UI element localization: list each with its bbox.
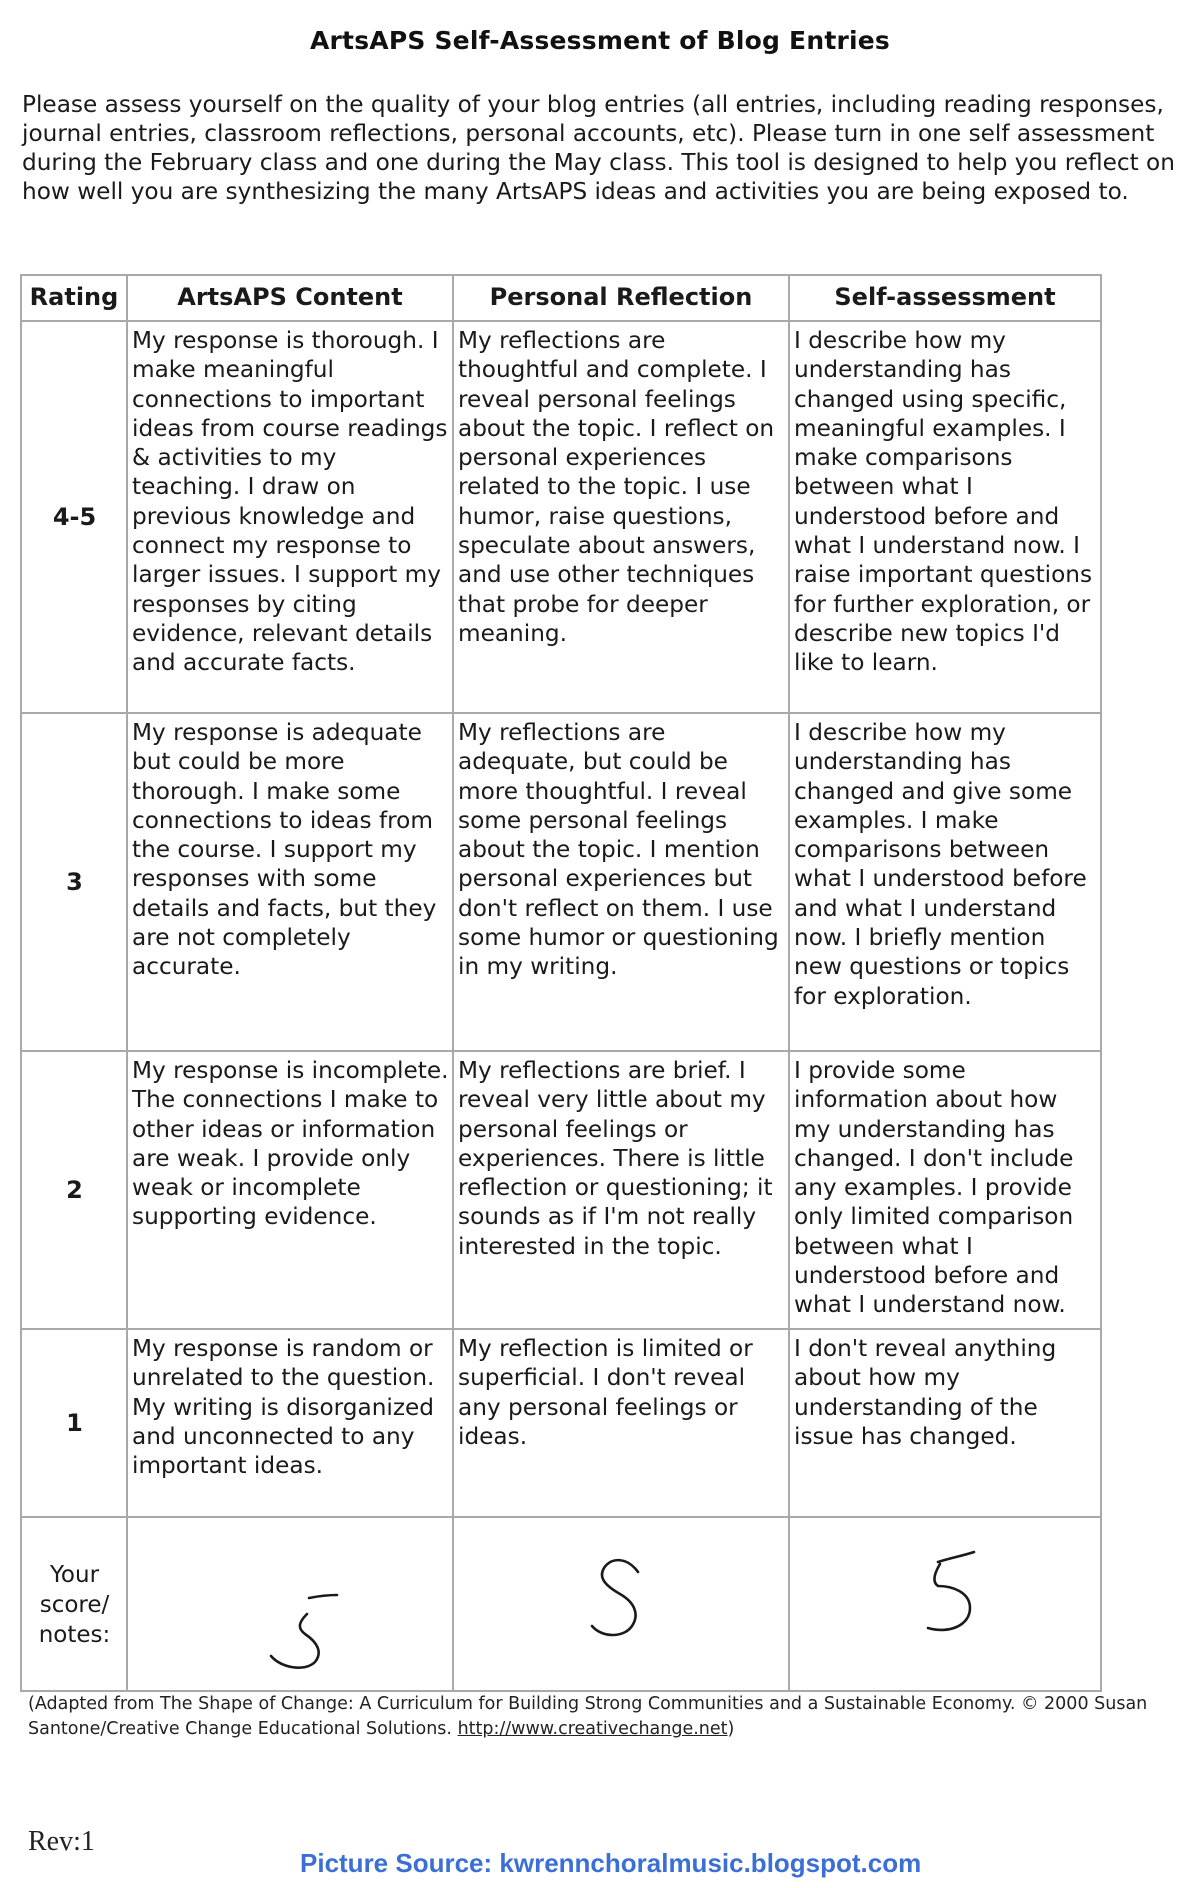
revision-label: Rev:1 bbox=[28, 1826, 95, 1857]
reflection-cell: My reflections are adequate, but could be more thoughtful. I reveal some personal feelings about the topic. I mention personal experiences but don't reflect on them. I use some humor or questioning in my writing. bbox=[453, 713, 789, 1051]
rating-cell: 4-5 bbox=[21, 321, 127, 713]
picture-source: Picture Source: kwrennchoralmusic.blogspot.com bbox=[300, 1848, 922, 1878]
header-content: ArtsAPS Content bbox=[127, 275, 453, 321]
rating-cell: 3 bbox=[21, 713, 127, 1051]
page-title: ArtsAPS Self-Assessment of Blog Entries bbox=[309, 26, 891, 55]
content-cell: My response is random or unrelated to the question. My writing is disorganized and unconnected to any important ideas. bbox=[127, 1329, 453, 1517]
table-row bbox=[21, 1051, 1101, 1329]
reflection-cell: My reflection is limited or superficial. I don't reveal any personal feelings or ideas. bbox=[453, 1329, 789, 1517]
self-assessment-cell: I provide some information about how my understanding has changed. I don't include any examples. I provide only limited comparison between what I understood before and what I understand now. bbox=[789, 1051, 1101, 1329]
score-row bbox=[21, 1517, 1101, 1691]
content-cell: My response is incomplete. The connections I make to other ideas or information are weak. I provide only weak or incomplete supporting evidence. bbox=[127, 1051, 453, 1329]
header-self-assessment: Self-assessment bbox=[789, 275, 1101, 321]
handwritten-score bbox=[866, 1522, 1026, 1672]
header-rating: Rating bbox=[21, 275, 127, 321]
score-cell-content[interactable] bbox=[127, 1517, 453, 1691]
content-cell: My response is thorough. I make meaningful connections to important ideas from course readings & activities to my teaching. I draw on previous knowledge and connect my response to larger issues. I support my responses by citing evidence, relevant details and accurate facts. bbox=[127, 321, 453, 713]
citation-text: (Adapted from The Shape of Change: A Curriculum for Building Strong Communities and a Sustainable Economy. © 2000 Susan Santone/Creative Change Educational Solutions. bbox=[28, 1694, 1148, 1739]
citation-close: ) bbox=[727, 1719, 735, 1739]
table-row bbox=[21, 713, 1101, 1051]
header-reflection: Personal Reflection bbox=[453, 275, 789, 321]
reflection-cell: My reflections are brief. I reveal very little about my personal feelings or experiences. There is little reflection or questioning; it sounds as if I'm not really interested in the topic. bbox=[453, 1051, 789, 1329]
score-cell-self-assessment[interactable] bbox=[789, 1517, 1101, 1691]
rating-cell: 1 bbox=[21, 1329, 127, 1517]
intro-paragraph: Please assess yourself on the quality of your blog entries (all entries, including reading responses, journal entries, classroom reflections, personal accounts, etc). Please turn in one self assessment during the February class and one during the May class. This tool is designed to help you reflect on how well you are synthesizing the many ArtsAPS ideas and activities you are being exposed to. bbox=[22, 91, 1175, 205]
table-row bbox=[21, 321, 1101, 713]
self-assessment-cell: I don't reveal anything about how my understanding of the issue has changed. bbox=[789, 1329, 1101, 1517]
reflection-cell: My reflections are thoughtful and complete. I reveal personal feelings about the topic. I reflect on personal experiences related to the topic. I use humor, raise questions, speculate about answers, and use other techniques that probe for deeper meaning. bbox=[453, 321, 789, 713]
rubric-table bbox=[20, 274, 1102, 1692]
self-assessment-cell: I describe how my understanding has changed and give some examples. I make comparisons between what I understood before and what I understand now. I briefly mention new questions or topics for exploration. bbox=[789, 713, 1101, 1051]
citation-link[interactable]: http://www.creativechange.net bbox=[457, 1719, 728, 1739]
score-label: Your score/ notes: bbox=[21, 1517, 127, 1691]
citation-footer bbox=[28, 1692, 1188, 1742]
content-cell: My response is adequate but could be more thorough. I make some connections to ideas from the course. I support my responses with some details and facts, but they are not completely accurate. bbox=[127, 713, 453, 1051]
table-header-row bbox=[21, 275, 1101, 321]
handwritten-score bbox=[542, 1522, 702, 1672]
table-row bbox=[21, 1329, 1101, 1517]
self-assessment-cell: I describe how my understanding has changed using specific, meaningful examples. I make comparisons between what I understood before and what I understand now. I raise important questions for further exploration, or describe new topics I'd like to learn. bbox=[789, 321, 1101, 713]
handwritten-score bbox=[211, 1522, 371, 1672]
score-cell-reflection[interactable] bbox=[453, 1517, 789, 1691]
rating-cell: 2 bbox=[21, 1051, 127, 1329]
